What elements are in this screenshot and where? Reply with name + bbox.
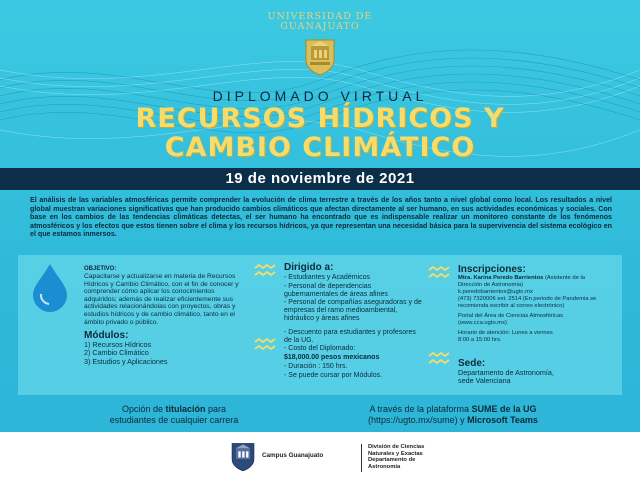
portal-link[interactable]: (www.cca.ugto.mx) [458, 320, 507, 326]
titulation-note [74, 404, 274, 425]
university-name-line2: GUANAJUATO [280, 21, 360, 32]
division-line: Naturales y Exactas [368, 450, 423, 457]
module-item: 2) Cambio Climático [84, 348, 149, 358]
zigzag-icon [428, 266, 450, 280]
platform-bold: SUME de la UG [471, 404, 537, 414]
modules-heading: Módulos: [84, 330, 129, 342]
titulation-bold: titulación [165, 404, 206, 414]
water-drop-icon [30, 262, 70, 312]
objective-label: OBJETIVO: [84, 266, 117, 272]
module-item: 1) Recursos Hídricos [84, 340, 152, 350]
contact-role: (Asistente de la Dirección de Astronomía) [458, 275, 585, 288]
venue-line2: sede Valenciana [458, 376, 511, 386]
contact-email[interactable]: k.peredobarrientos@ugto.mx [458, 289, 533, 295]
zigzag-icon [254, 338, 276, 352]
division-line: Astronomía [368, 463, 401, 470]
venue-heading: Sede: [458, 358, 486, 369]
modules-list [84, 341, 242, 366]
footer-campus: Campus Guanajuato [262, 452, 324, 459]
objective-text: Capacitarse y actualizarse en materia de Recursos Hídricos y Cambio Climático, con el fin de conocer y comprender cómo aplicar los conocimientos adquiridos; además de realizar eficientemente sus actividades relacionándolas con proyectos, obras y estudios hídricos y de cambio climático, tanto en el ámbito privado o público. [84, 273, 239, 326]
phone-note: (En periodo de Pandemia se recomienda escribir al correo electrónico) [458, 296, 597, 309]
zigzag-icon [428, 352, 450, 366]
audience-item: - Personal de dependencias gubernamentales de áreas afines [284, 282, 388, 298]
detail-item: - Costo del Diplomado: [284, 345, 356, 353]
venue-line1: Departamento de Astronomía, [458, 368, 554, 377]
footer-division [368, 444, 424, 470]
detail-item: - Duración : 150 hrs. [284, 362, 348, 370]
price: $18,000.00 pesos mexicanos [284, 354, 380, 362]
audience-item: - Estudiantes y Académicos [284, 274, 370, 281]
hours-value: 8:00 a 15:00 hrs. [458, 337, 502, 343]
detail-item: - Descuento para estudiantes y profesores de la UG. [284, 328, 416, 344]
title-line1: RECURSOS HÍDRICOS Y [135, 103, 505, 134]
hours-label: Horario de atención: Lunes a viernes [458, 330, 553, 336]
module-item: 3) Estudios y Aplicaciones [84, 356, 168, 366]
registration-heading: Inscripciones: [458, 264, 526, 275]
platform-prefix: A través de la plataforma [369, 404, 472, 414]
titulation-prefix: Opción de [121, 404, 166, 414]
footer-crest-icon [229, 440, 257, 472]
platform-url[interactable]: (https://ugto.mx/sume) y [368, 414, 468, 425]
intro-paragraph: El análisis de las variables atmosféricas permite comprender la evolución de clima terrestre a través de los años tanto a nivel global como local. Los resultados a nivel global muestran variaciones significativas que han producido cambios climáticos que afectan directamente al ser humano, en sus actividades económicas y sociales. Con base en los cambios de las tendencias climáticas detectas, el ser humano ha encontrado que es indispensable realizar un monitoreo constante de los fenómenos atmosféricos y los efectos que estos tienen sobre el clima y los recursos hídricos, ya que representan una necesidad básica para la supervivencia del sistema ecológico en el que estamos inmersos. [30, 196, 612, 239]
registration-section [458, 264, 608, 386]
detail-item: - Se puede cursar por Módulos. [284, 371, 383, 379]
event-date: 19 de noviembre de 2021 [225, 170, 415, 187]
division-line: División de Ciencias [368, 444, 425, 450]
titulation-line2: estudiantes de cualquier carrera [109, 414, 239, 425]
platform-teams: Microsoft Teams [467, 414, 538, 425]
footer-divider [361, 444, 362, 472]
audience-section [284, 262, 424, 380]
audience-heading: Dirigido a: [284, 262, 334, 273]
objective-section [84, 266, 242, 366]
contact-name: Mtra. Karina Peredo Barrientos [458, 275, 544, 281]
university-name-line1: UNIVERSIDAD DE [267, 11, 373, 22]
division-line: Departamento de [368, 457, 416, 464]
zigzag-icon [254, 264, 276, 278]
portal-label: Portal del Área de Ciencias Atmosféricas [458, 313, 564, 319]
titulation-suffix: para [205, 404, 227, 414]
university-logo [262, 12, 378, 76]
university-crest-icon [302, 36, 338, 76]
title-line2: CAMBIO CLIMÁTICO [164, 132, 476, 163]
platform-note [318, 404, 588, 425]
contact-phone: (473) 7320006 ext. 2514 [458, 296, 522, 302]
program-type: DIPLOMADO VIRTUAL [212, 88, 428, 104]
audience-item: - Personal de compañías aseguradoras y de empresas del ramo medioambiental, hidráulico y áreas afines [284, 299, 422, 322]
